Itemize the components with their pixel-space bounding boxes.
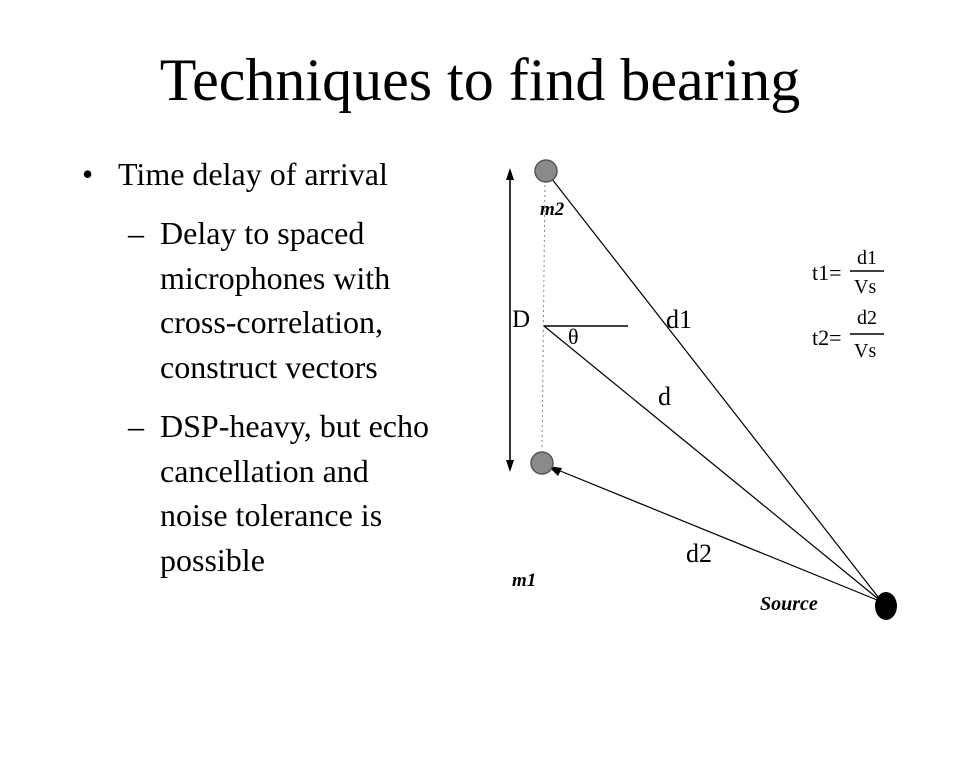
- slide-title: Techniques to find bearing: [159, 47, 801, 113]
- formula-t2-lhs: t2=: [812, 325, 842, 350]
- sub-bullet-line: DSP-heavy, but echo: [160, 408, 429, 444]
- formula-t1-numerator: d1: [857, 247, 877, 269]
- line-d2: [548, 466, 882, 602]
- sub-bullet-line: construct vectors: [160, 348, 378, 385]
- formula-t1-lhs: t1=: [812, 260, 842, 285]
- bullet-marker: •: [82, 156, 94, 192]
- label-m2: m2: [540, 199, 565, 220]
- sound-source-icon: [875, 592, 897, 620]
- formula-t2-numerator: d2: [857, 307, 877, 329]
- microphone-m2-icon: [535, 160, 557, 182]
- formula-t2-denominator: Vs: [854, 340, 877, 362]
- mic-axis-line: [542, 180, 545, 450]
- label-d2: d2: [686, 539, 712, 568]
- sub-bullet-marker: –: [128, 215, 144, 251]
- line-d1: [548, 174, 882, 602]
- sub-bullet-marker: –: [128, 408, 144, 444]
- bullet-text: Time delay of arrival: [118, 156, 388, 192]
- microphone-m1-icon: [531, 452, 553, 474]
- sub-bullet-line: cross-correlation,: [160, 304, 384, 340]
- label-m1: m1: [512, 570, 537, 591]
- sub-bullet-line: cancellation and: [160, 452, 369, 489]
- label-source: Source: [760, 593, 818, 615]
- label-D: D: [512, 306, 531, 333]
- bearing-diagram: [490, 140, 910, 640]
- line-d: [544, 326, 882, 602]
- label-d: d: [658, 382, 671, 411]
- label-theta: θ: [568, 324, 579, 349]
- formula-t1-denominator: Vs: [854, 276, 877, 298]
- spacing-arrow-bottom: [506, 460, 514, 472]
- sub-bullet-line: Delay to spaced: [160, 215, 365, 251]
- sub-bullet-line: microphones with: [160, 259, 391, 296]
- sub-bullet-line: noise tolerance is: [160, 497, 383, 533]
- spacing-arrow-top: [506, 168, 514, 180]
- bullet-time-delay: [82, 152, 388, 196]
- label-d1: d1: [666, 305, 692, 334]
- sub-bullet-line: possible: [160, 541, 265, 578]
